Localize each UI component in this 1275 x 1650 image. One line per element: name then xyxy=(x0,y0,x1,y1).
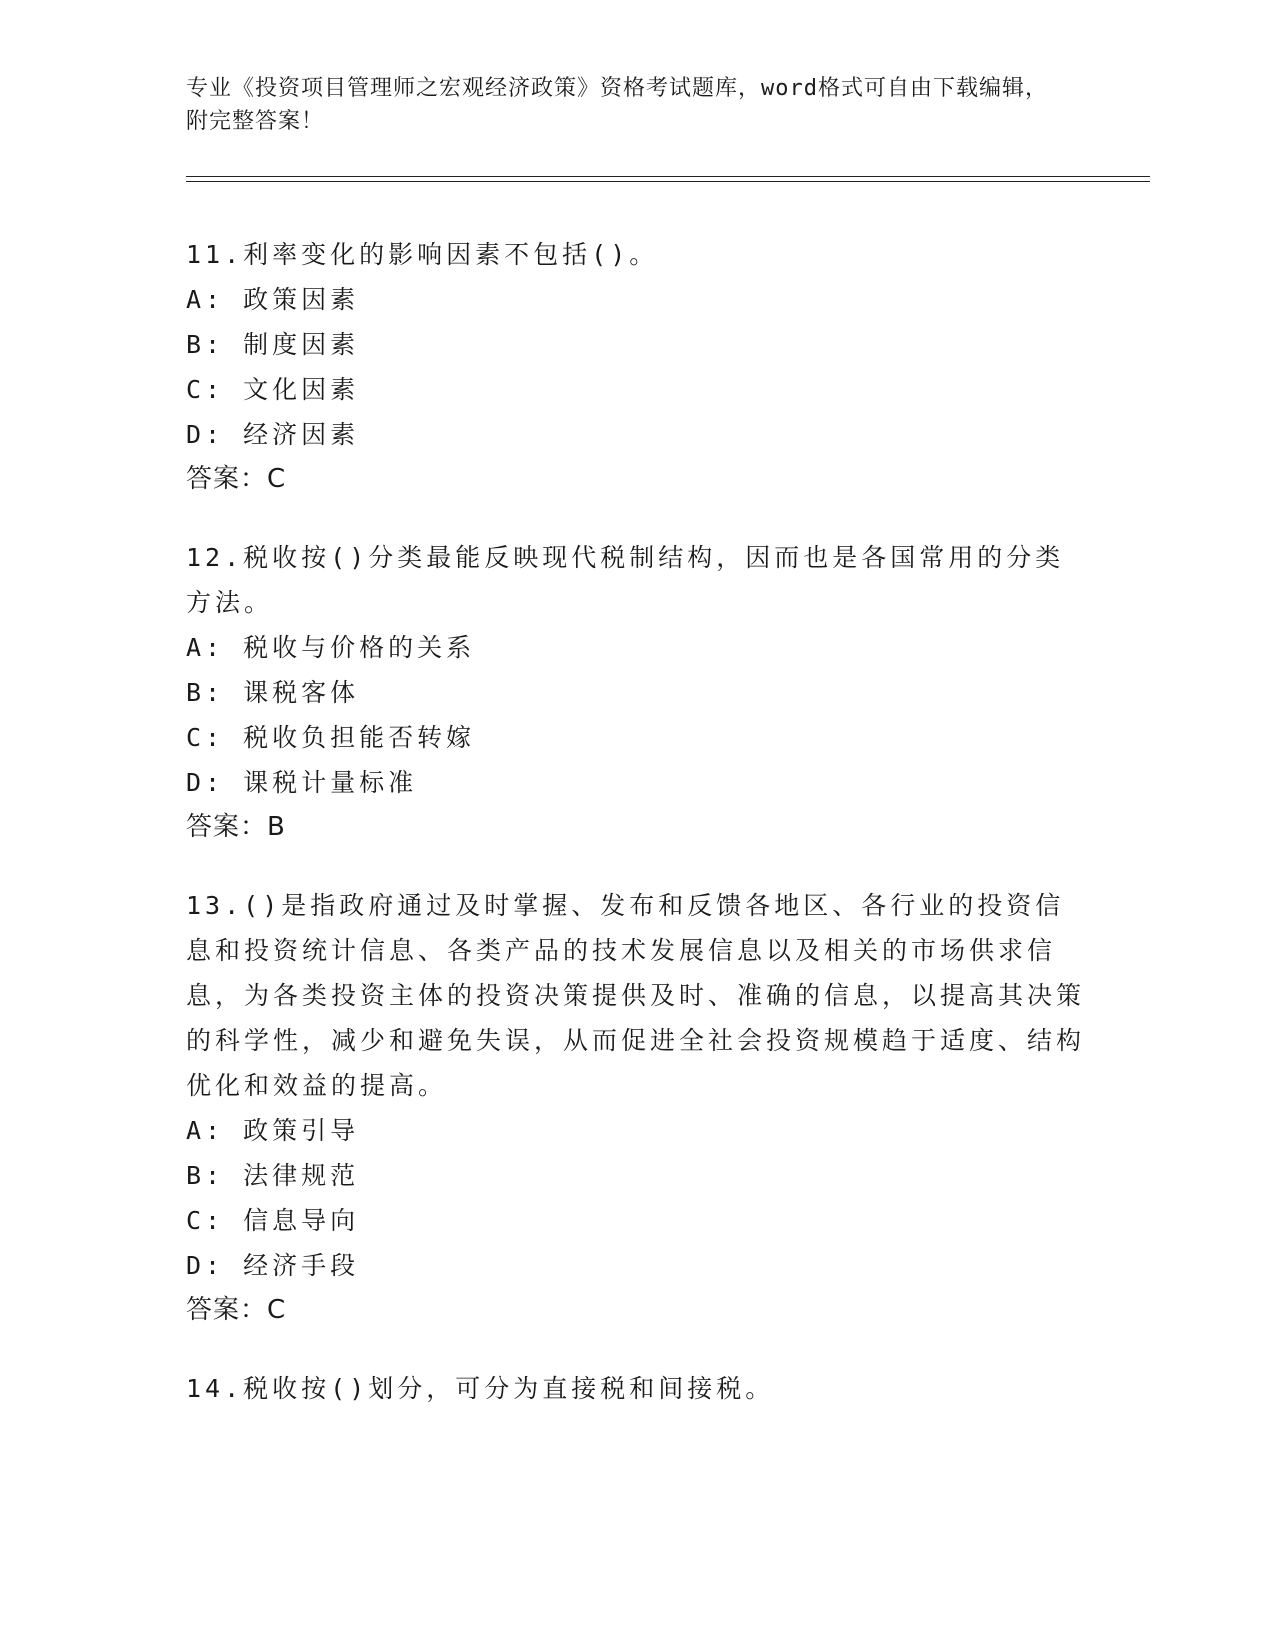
question-stem: 14.税收按()划分，可分为直接税和间接税。 xyxy=(186,1374,775,1403)
question-stem: 13.()是指政府通过及时掌握、发布和反馈各地区、各行业的投资信息和投资统计信息、各类产品的技术发展信息以及相关的市场供求信息，为各类投资主体的投资决策提供及时、准确的信息，以提高其决策的科学性，减少和避免失误，从而促进全社会投资规模趋于适度、结构优化和效益的提高。 xyxy=(186,891,1086,1100)
answer-line: 答案：C xyxy=(186,464,287,494)
option-d: D: 经济手段 xyxy=(186,1251,360,1280)
question-list xyxy=(186,232,1086,1444)
question-14 xyxy=(186,1366,1086,1411)
question-12 xyxy=(186,535,1086,850)
answer-line: 答案：B xyxy=(186,812,286,842)
header-text: 专业《投资项目管理师之宏观经济政策》资格考试题库，word格式可自由下载编辑，附完整答案！ xyxy=(186,76,1048,134)
header-divider-bottom xyxy=(186,181,1150,182)
option-d: D: 经济因素 xyxy=(186,420,360,449)
question-stem: 12.税收按()分类最能反映现代税制结构，因而也是各国常用的分类方法。 xyxy=(186,543,1065,617)
question-13 xyxy=(186,883,1086,1333)
option-b: B: 法律规范 xyxy=(186,1161,360,1190)
option-a: A: 政策引导 xyxy=(186,1116,360,1145)
option-c: C: 文化因素 xyxy=(186,375,360,404)
option-c: C: 信息导向 xyxy=(186,1206,360,1235)
option-b: B: 制度因素 xyxy=(186,330,360,359)
header-divider-top xyxy=(186,176,1150,177)
option-a: A: 税收与价格的关系 xyxy=(186,633,476,662)
question-11 xyxy=(186,232,1086,502)
answer-line: 答案：C xyxy=(186,1295,287,1325)
document-header xyxy=(186,72,1066,138)
question-stem: 11.利率变化的影响因素不包括()。 xyxy=(186,240,659,269)
option-a: A: 政策因素 xyxy=(186,285,360,314)
option-d: D: 课税计量标准 xyxy=(186,768,418,797)
option-b: B: 课税客体 xyxy=(186,678,360,707)
option-c: C: 税收负担能否转嫁 xyxy=(186,723,476,752)
